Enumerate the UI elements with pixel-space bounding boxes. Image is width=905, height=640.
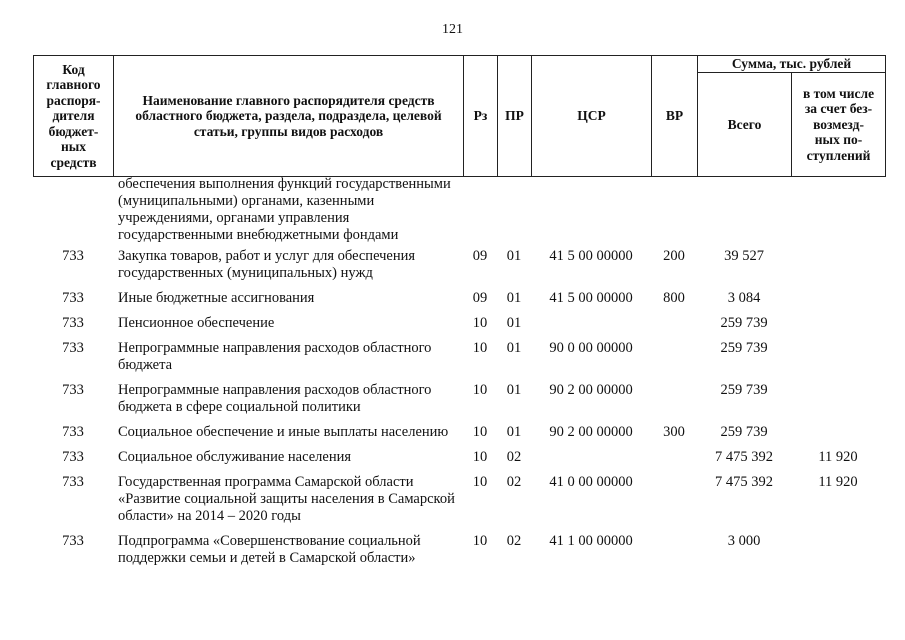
vr-cell: 200 [663, 248, 685, 264]
incl-cell [791, 176, 885, 248]
incl-cell: 11 920 [818, 474, 858, 490]
table-row [33, 424, 885, 449]
code-cell: 733 [62, 248, 84, 264]
incl-cell [791, 340, 885, 382]
table-row [33, 340, 885, 382]
rz-cell: 10 [472, 474, 488, 490]
name-cell: Социальное обеспечение и иные выплаты населению [118, 424, 449, 440]
name-cell: Социальное обслуживание населения [118, 449, 352, 465]
csr-cell: 90 0 00 00000 [549, 340, 633, 356]
header-sum: Сумма, тыс. рублей [698, 56, 886, 73]
pr-cell: 01 [506, 315, 522, 331]
header-csr: ЦСР [532, 56, 652, 177]
vr-cell [651, 176, 697, 248]
header-pr: ПР [498, 56, 532, 177]
pr-cell: 02 [506, 449, 522, 465]
incl-cell [791, 424, 885, 449]
total-cell: 3 084 [727, 290, 761, 306]
rz-cell: 10 [472, 424, 488, 440]
header-total: Всего [698, 73, 792, 177]
code-cell: 733 [62, 290, 84, 306]
header-incl: в том числе за счет без- возмезд- ных по- ступлений [792, 73, 886, 177]
incl-cell [791, 290, 885, 315]
code-cell: 733 [62, 474, 84, 490]
pr-cell: 01 [506, 382, 522, 398]
pr-cell: 02 [506, 474, 522, 490]
table-body [33, 176, 885, 575]
code-cell: 733 [62, 340, 84, 356]
pr-cell: 01 [506, 340, 522, 356]
csr-cell: 41 0 00 00000 [549, 474, 633, 490]
vr-cell [651, 474, 697, 533]
csr-cell [531, 315, 651, 340]
csr-cell: 41 5 00 00000 [549, 248, 633, 264]
rz-cell: 10 [472, 449, 488, 465]
name-cell: Непрограммные направления расходов областного бюджета в сфере социальной политики [118, 382, 432, 415]
table-header [33, 55, 886, 177]
rz-cell: 10 [472, 382, 488, 398]
rz-cell: 10 [472, 315, 488, 331]
incl-cell [791, 533, 885, 575]
pr-cell: 02 [506, 533, 522, 549]
header-name: Наименование главного распорядителя средств областного бюджета, раздела, подраздела, целевой статьи, группы видов расходов [114, 56, 464, 177]
code-cell: 733 [62, 315, 84, 331]
rz-cell: 09 [472, 290, 488, 306]
total-cell: 259 739 [720, 382, 768, 398]
csr-cell: 90 2 00 00000 [549, 424, 633, 440]
total-cell: 259 739 [720, 424, 768, 440]
page-number: 121 [442, 22, 463, 37]
pr-cell [497, 176, 531, 248]
rz-cell: 10 [472, 533, 488, 549]
csr-cell [531, 449, 651, 474]
table-row [33, 474, 885, 533]
table-row [33, 176, 885, 248]
total-cell: 259 739 [720, 315, 768, 331]
name-cell: Иные бюджетные ассигнования [118, 290, 315, 306]
pr-cell: 01 [506, 424, 522, 440]
code-cell: 733 [62, 382, 84, 398]
vr-cell [651, 340, 697, 382]
incl-cell [791, 248, 885, 290]
incl-cell [791, 315, 885, 340]
csr-cell [531, 176, 651, 248]
header-code: Код главного распоря- дителя бюджет- ных средств [34, 56, 114, 177]
name-cell: Непрограммные направления расходов областного бюджета [118, 340, 432, 373]
name-cell: обеспечения выполнения функций государственными (муниципальными) органами, казенными учреждениями, органами управления государственными внебюджетными фондами [118, 176, 451, 243]
total-cell: 39 527 [724, 248, 764, 264]
name-cell: Пенсионное обеспечение [118, 315, 275, 331]
name-cell: Закупка товаров, работ и услуг для обеспечения государственных (муниципальных) нужд [118, 248, 416, 281]
name-cell: Подпрограмма «Совершенствование социальной поддержки семьи и детей в Самарской области» [118, 533, 421, 566]
rz-cell: 09 [472, 248, 488, 264]
table-row [33, 315, 885, 340]
header-vr: ВР [652, 56, 698, 177]
table-row [33, 248, 885, 290]
table-row [33, 449, 885, 474]
incl-cell: 11 920 [818, 449, 858, 465]
vr-cell [651, 315, 697, 340]
rz-cell: 10 [472, 340, 488, 356]
code-cell: 733 [62, 424, 84, 440]
vr-cell: 300 [663, 424, 685, 440]
header-rz: Рз [464, 56, 498, 177]
pr-cell: 01 [506, 290, 522, 306]
total-cell: 3 000 [727, 533, 761, 549]
table-row [33, 533, 885, 575]
vr-cell [651, 533, 697, 575]
vr-cell [651, 382, 697, 424]
vr-cell: 800 [663, 290, 685, 306]
vr-cell [651, 449, 697, 474]
total-cell: 7 475 392 [715, 449, 773, 465]
code-cell: 733 [62, 449, 84, 465]
code-cell: 733 [62, 533, 84, 549]
total-cell: 259 739 [720, 340, 768, 356]
code-cell [33, 176, 113, 248]
csr-cell: 41 5 00 00000 [549, 290, 633, 306]
rz-cell [463, 176, 497, 248]
total-cell [697, 176, 791, 248]
incl-cell [791, 382, 885, 424]
table-row [33, 290, 885, 315]
pr-cell: 01 [506, 248, 522, 264]
csr-cell: 90 2 00 00000 [549, 382, 633, 398]
name-cell: Государственная программа Самарской области «Развитие социальной защиты населения в Самарской области» на 2014 – 2020 годы [118, 474, 455, 524]
total-cell: 7 475 392 [715, 474, 773, 490]
csr-cell: 41 1 00 00000 [549, 533, 633, 549]
table-row [33, 382, 885, 424]
